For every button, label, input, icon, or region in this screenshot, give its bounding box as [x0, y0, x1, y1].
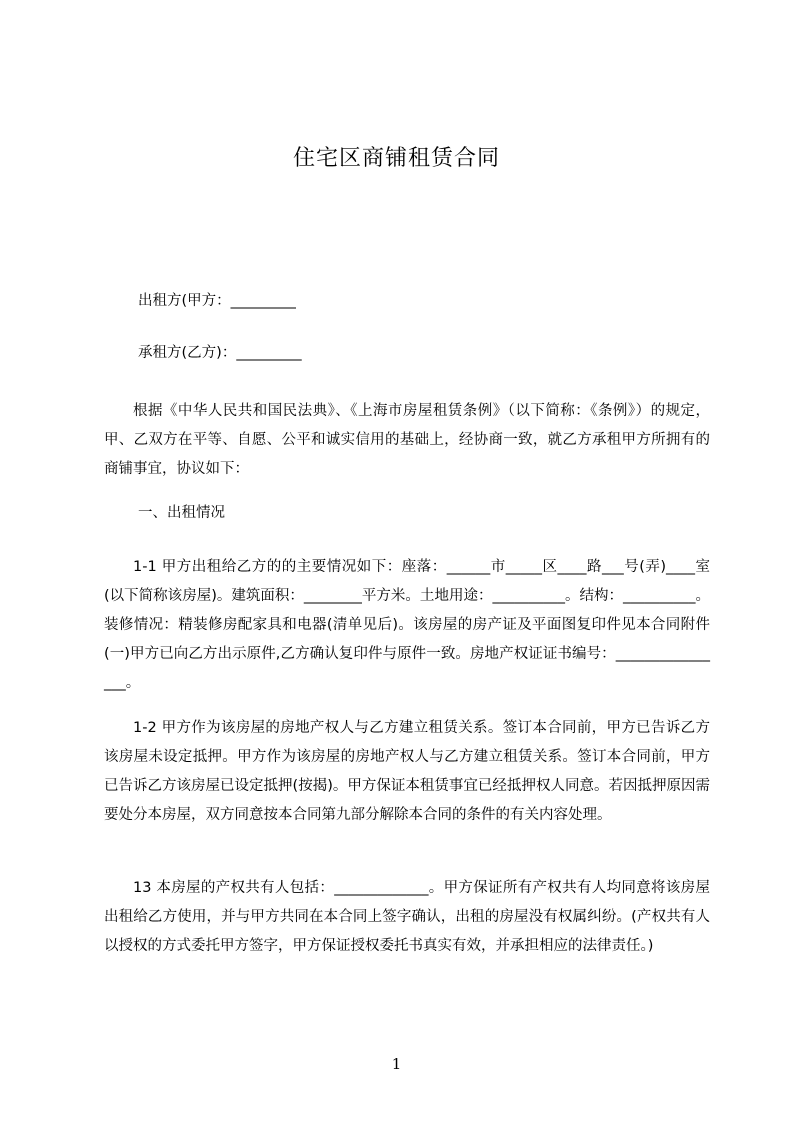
clause-1-3: 13 本房屋的产权共有人包括：_____________。甲方保证所有产权共有人均同意将该房屋出租给乙方使用，并与甲方共同在本合同上签字确认，出租的房屋没有权属纠纷。(产权共有人以授权的方式委托甲方签字，甲方保证授权委托书真实有效，并承担相应的法律责任。): [104, 880, 710, 954]
document-title: 住宅区商铺租赁合同: [292, 146, 500, 171]
section-heading-rental-status: 一、出租情况: [138, 505, 225, 521]
clause-1-1: 1-1 甲方出租给乙方的的主要情况如下：座落：______市_____区____路___号(弄)____室(以下简称该房屋)。建筑面积：________平方米。土地用途：__________。结构：__________。装修情况：精装修房配家具和电器(清单见后)。该房屋的房产证及平面图复印件见本合同附件(一)甲方已向乙方出示原件,乙方确认复印件与原件一致。房地产权证证书编号：________________。: [104, 559, 710, 691]
preamble-paragraph: 根据《中华人民共和国民法典》、《上海市房屋租赁条例》（以下简称：《条例》）的规定，甲、乙双方在平等、自愿、公平和诚实信用的基础上，经协商一致，就乙方承租甲方所拥有的商铺事宜，协议如下：: [104, 403, 710, 477]
lessee-line: 承租方(乙方)：_________: [138, 345, 302, 361]
clause-1-2: 1-2 甲方作为该房屋的房地产权人与乙方建立租赁关系。签订本合同前，甲方已告诉乙方该房屋未设定抵押。甲方作为该房屋的房地产权人与乙方建立租赁关系。签订本合同前，甲方已告诉乙方该房屋已设定抵押(按揭)。甲方保证本租赁事宜已经抵押权人同意。若因抵押原因需要处分本房屋，双方同意按本合同第九部分解除本合同的条件的有关内容处理。: [104, 720, 710, 823]
page-number: 1: [391, 1055, 402, 1073]
lessor-line: 出租方(甲方：_________: [138, 293, 296, 309]
